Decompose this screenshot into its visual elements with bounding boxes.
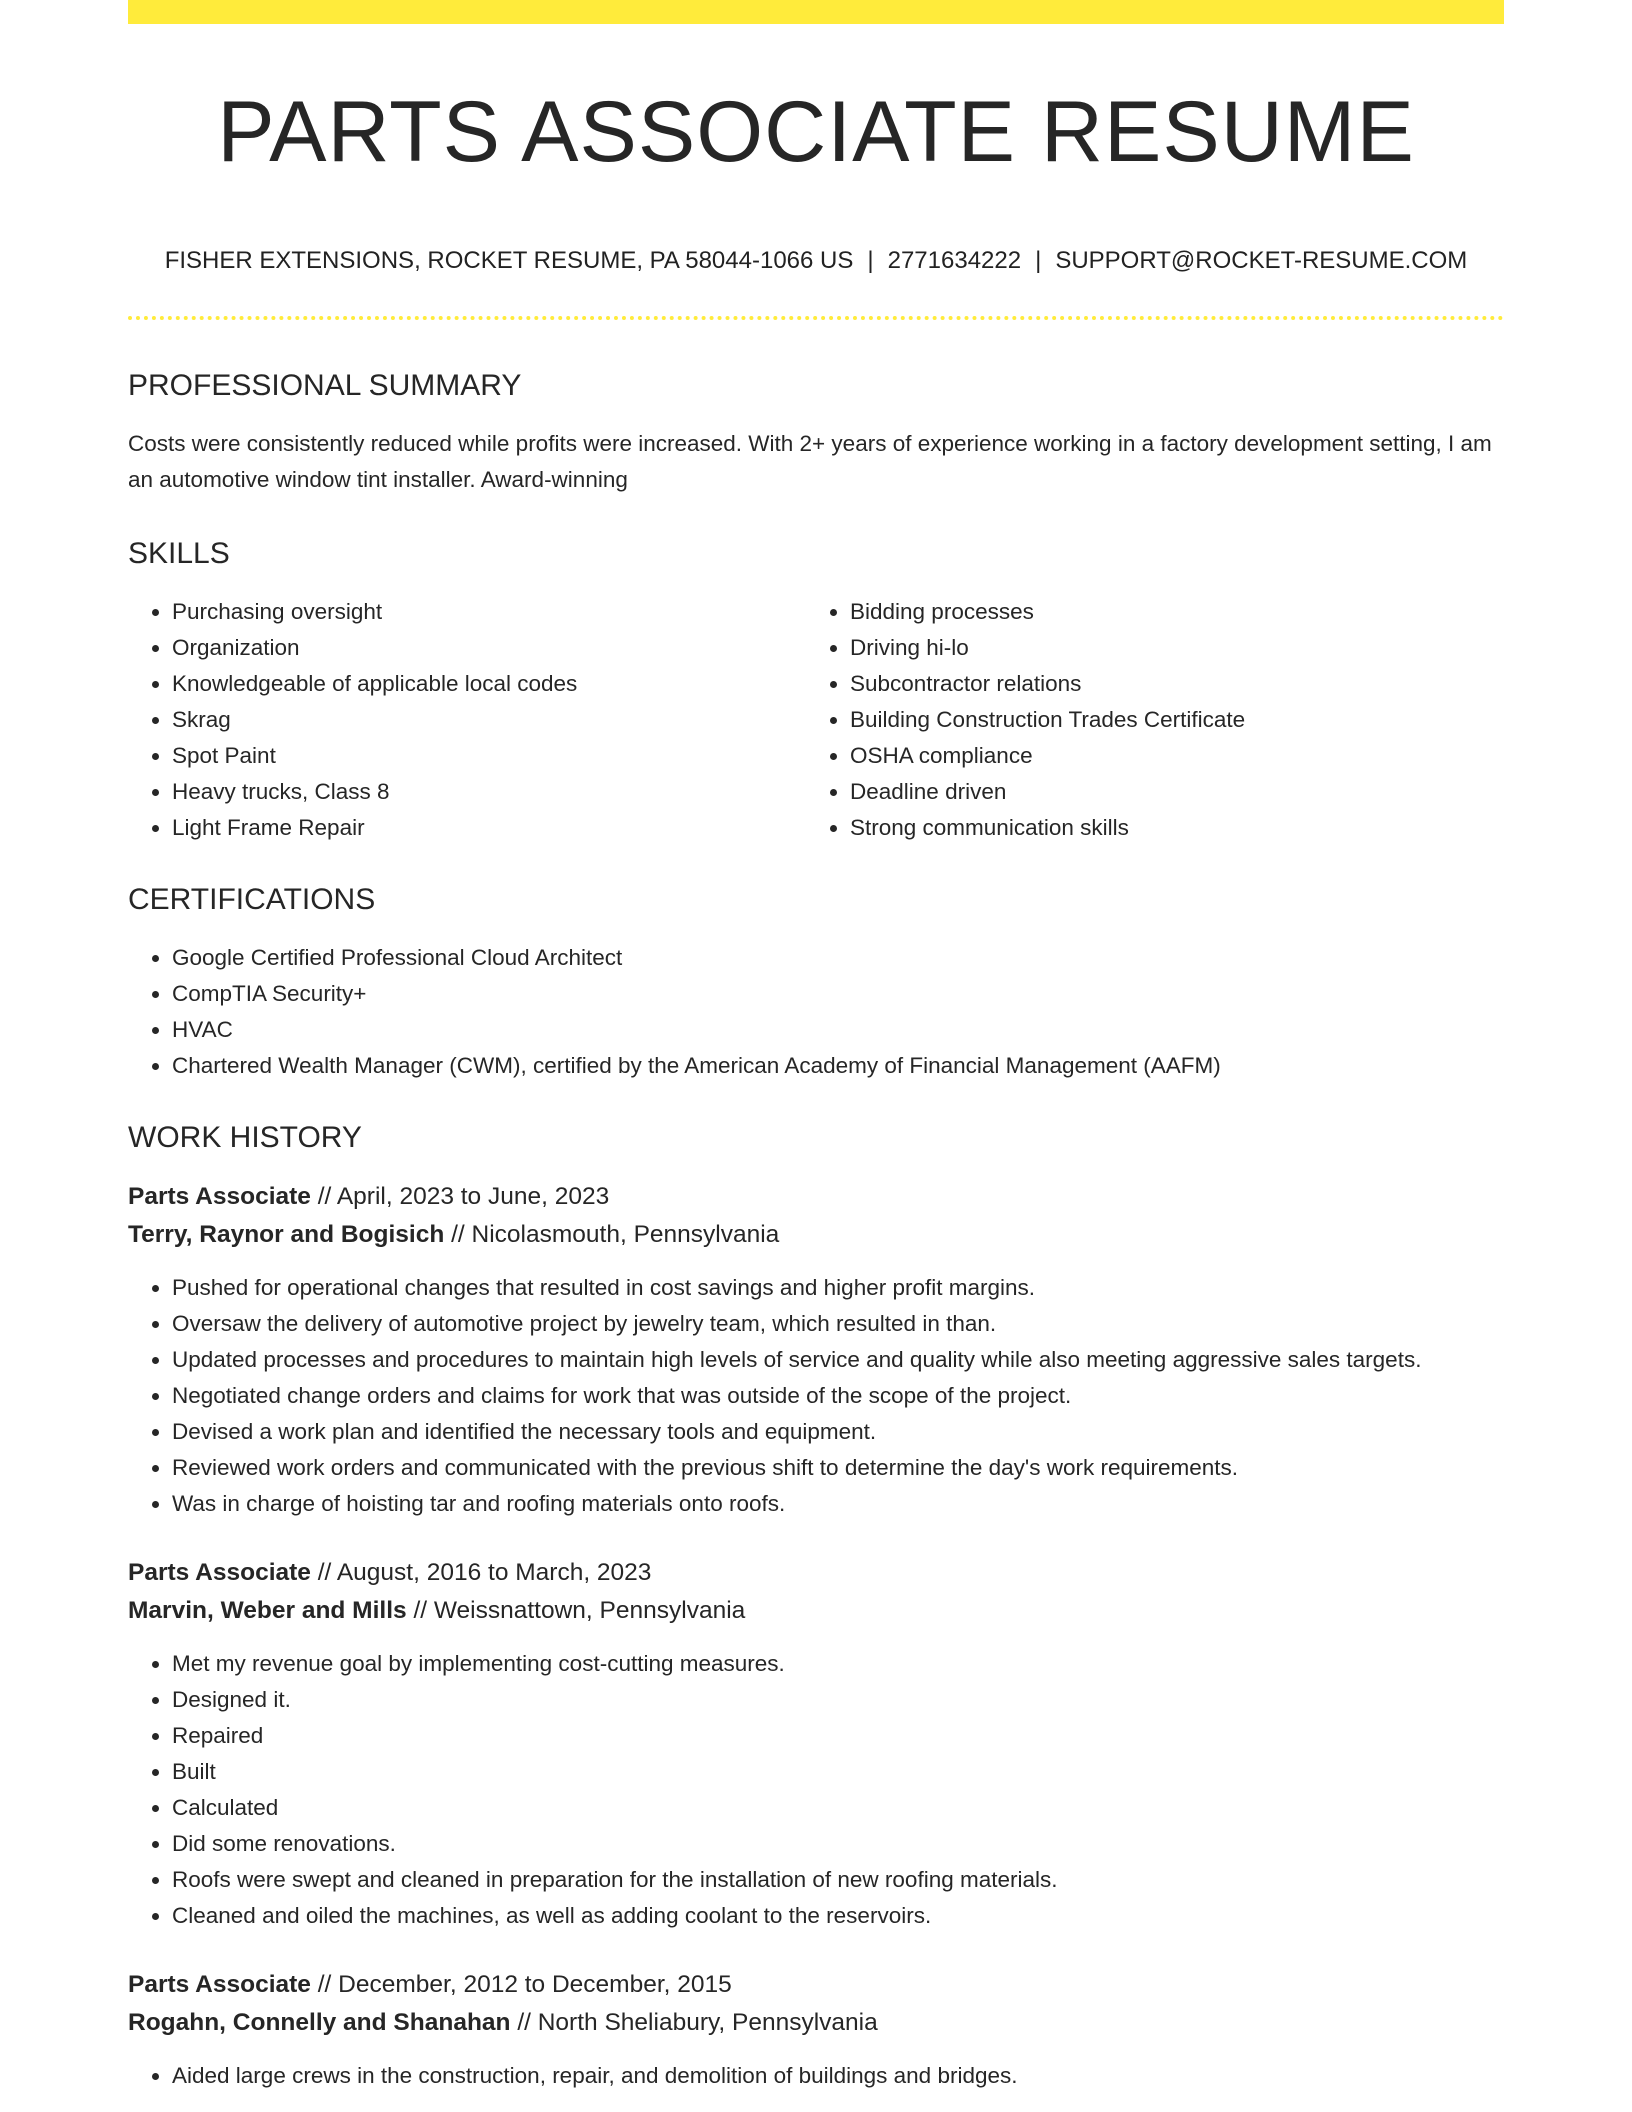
- skills-columns: [128, 594, 1504, 846]
- certifications-list: [128, 940, 1504, 1084]
- contact-address: FISHER EXTENSIONS, ROCKET RESUME, PA 58044-1066 US: [164, 247, 854, 274]
- job-company-line: [128, 2004, 1504, 2042]
- job-location: // North Sheliabury, Pennsylvania: [510, 2009, 878, 2036]
- job-bullet: • Did some renovations.: [172, 1826, 1504, 1862]
- contact-separator: |: [867, 247, 874, 274]
- skills-heading: SKILLS: [128, 537, 230, 570]
- job-title: Parts Associate: [128, 1183, 311, 1210]
- summary-heading: PROFESSIONAL SUMMARY: [128, 369, 522, 402]
- skills-right-list: [806, 594, 1484, 846]
- job-bullet: • Calculated: [172, 1790, 1504, 1826]
- resume-title: PARTS ASSOCIATE RESUME: [217, 84, 1415, 180]
- summary-text: Costs were consistently reduced while profits were increased. With 2+ years of experience working in a factory development setting, I am an automotive window tint installer. Award-winning: [128, 431, 1492, 492]
- skill-item: • Subcontractor relations: [850, 666, 1484, 702]
- job-bullet: • Negotiated change orders and claims for work that was outside of the scope of the project.: [172, 1378, 1504, 1414]
- job-bullet: • Devised a work plan and identified the necessary tools and equipment.: [172, 1414, 1504, 1450]
- job-entry: [128, 1178, 1504, 1522]
- certification-item: • Chartered Wealth Manager (CWM), certified by the American Academy of Financial Management (AAFM): [172, 1048, 1504, 1084]
- resume-page: [128, 0, 1504, 2094]
- top-accent-bar: [128, 0, 1504, 24]
- job-bullet: • Built: [172, 1754, 1504, 1790]
- skill-item: • Purchasing oversight: [172, 594, 806, 630]
- job-dates: // April, 2023 to June, 2023: [310, 1183, 610, 1210]
- job-bullet: • Repaired: [172, 1718, 1504, 1754]
- job-bullet: • Was in charge of hoisting tar and roofing materials onto roofs.: [172, 1486, 1504, 1522]
- job-bullet: • Oversaw the delivery of automotive project by jewelry team, which resulted in than.: [172, 1306, 1504, 1342]
- certification-item: • CompTIA Security+: [172, 976, 1504, 1012]
- job-bullet: • Cleaned and oiled the machines, as well as adding coolant to the reservoirs.: [172, 1898, 1504, 1934]
- job-bullet: • Met my revenue goal by implementing cost-cutting measures.: [172, 1646, 1504, 1682]
- contact-phone[interactable]: 2771634222: [887, 247, 1022, 274]
- skill-item: • Light Frame Repair: [172, 810, 806, 846]
- skill-item: • Bidding processes: [850, 594, 1484, 630]
- job-bullet: • Designed it.: [172, 1682, 1504, 1718]
- skill-item: • Strong communication skills: [850, 810, 1484, 846]
- skill-item: • Deadline driven: [850, 774, 1484, 810]
- job-location: // Weissnattown, Pennsylvania: [406, 1597, 746, 1624]
- job-title-line: [128, 1178, 1504, 1216]
- contact-line: [128, 246, 1504, 276]
- work-history-heading: WORK HISTORY: [128, 1121, 362, 1154]
- skill-item: • Organization: [172, 630, 806, 666]
- job-title: Parts Associate: [128, 1559, 311, 1586]
- job-bullet: • Aided large crews in the construction, repair, and demolition of buildings and bridges.: [172, 2058, 1504, 2094]
- skill-item: • Driving hi-lo: [850, 630, 1484, 666]
- job-bullet: • Roofs were swept and cleaned in preparation for the installation of new roofing materials.: [172, 1862, 1504, 1898]
- job-title: Parts Associate: [128, 1971, 311, 1998]
- job-company: Rogahn, Connelly and Shanahan: [128, 2009, 511, 2036]
- job-bullets: [128, 1646, 1504, 1934]
- job-company: Terry, Raynor and Bogisich: [128, 1221, 445, 1248]
- contact-email[interactable]: SUPPORT@ROCKET-RESUME.COM: [1055, 247, 1468, 274]
- skill-item: • Building Construction Trades Certificate: [850, 702, 1484, 738]
- skill-item: • Heavy trucks, Class 8: [172, 774, 806, 810]
- job-title-line: [128, 1554, 1504, 1592]
- job-title-line: [128, 1966, 1504, 2004]
- skill-item: • Spot Paint: [172, 738, 806, 774]
- job-entry: [128, 1966, 1504, 2094]
- contact-separator: |: [1035, 247, 1042, 274]
- certification-item: • Google Certified Professional Cloud Architect: [172, 940, 1504, 976]
- job-company-line: [128, 1592, 1504, 1630]
- job-company-line: [128, 1216, 1504, 1254]
- skill-item: • Knowledgeable of applicable local codes: [172, 666, 806, 702]
- job-dates: // December, 2012 to December, 2015: [310, 1971, 732, 1998]
- job-dates: // August, 2016 to March, 2023: [310, 1559, 652, 1586]
- job-entry: [128, 1554, 1504, 1934]
- dotted-divider: [128, 316, 1504, 320]
- job-company: Marvin, Weber and Mills: [128, 1597, 407, 1624]
- job-bullet: • Reviewed work orders and communicated with the previous shift to determine the day's work requirements.: [172, 1450, 1504, 1486]
- job-bullet: • Updated processes and procedures to maintain high levels of service and quality while also meeting aggressive sales targets.: [172, 1342, 1504, 1378]
- certification-item: • HVAC: [172, 1012, 1504, 1048]
- skill-item: • OSHA compliance: [850, 738, 1484, 774]
- job-location: // Nicolasmouth, Pennsylvania: [444, 1221, 780, 1248]
- job-bullets: [128, 2058, 1504, 2094]
- skills-left-list: [128, 594, 806, 846]
- certifications-heading: CERTIFICATIONS: [128, 883, 376, 916]
- job-bullets: [128, 1270, 1504, 1522]
- job-bullet: • Pushed for operational changes that resulted in cost savings and higher profit margins.: [172, 1270, 1504, 1306]
- skill-item: • Skrag: [172, 702, 806, 738]
